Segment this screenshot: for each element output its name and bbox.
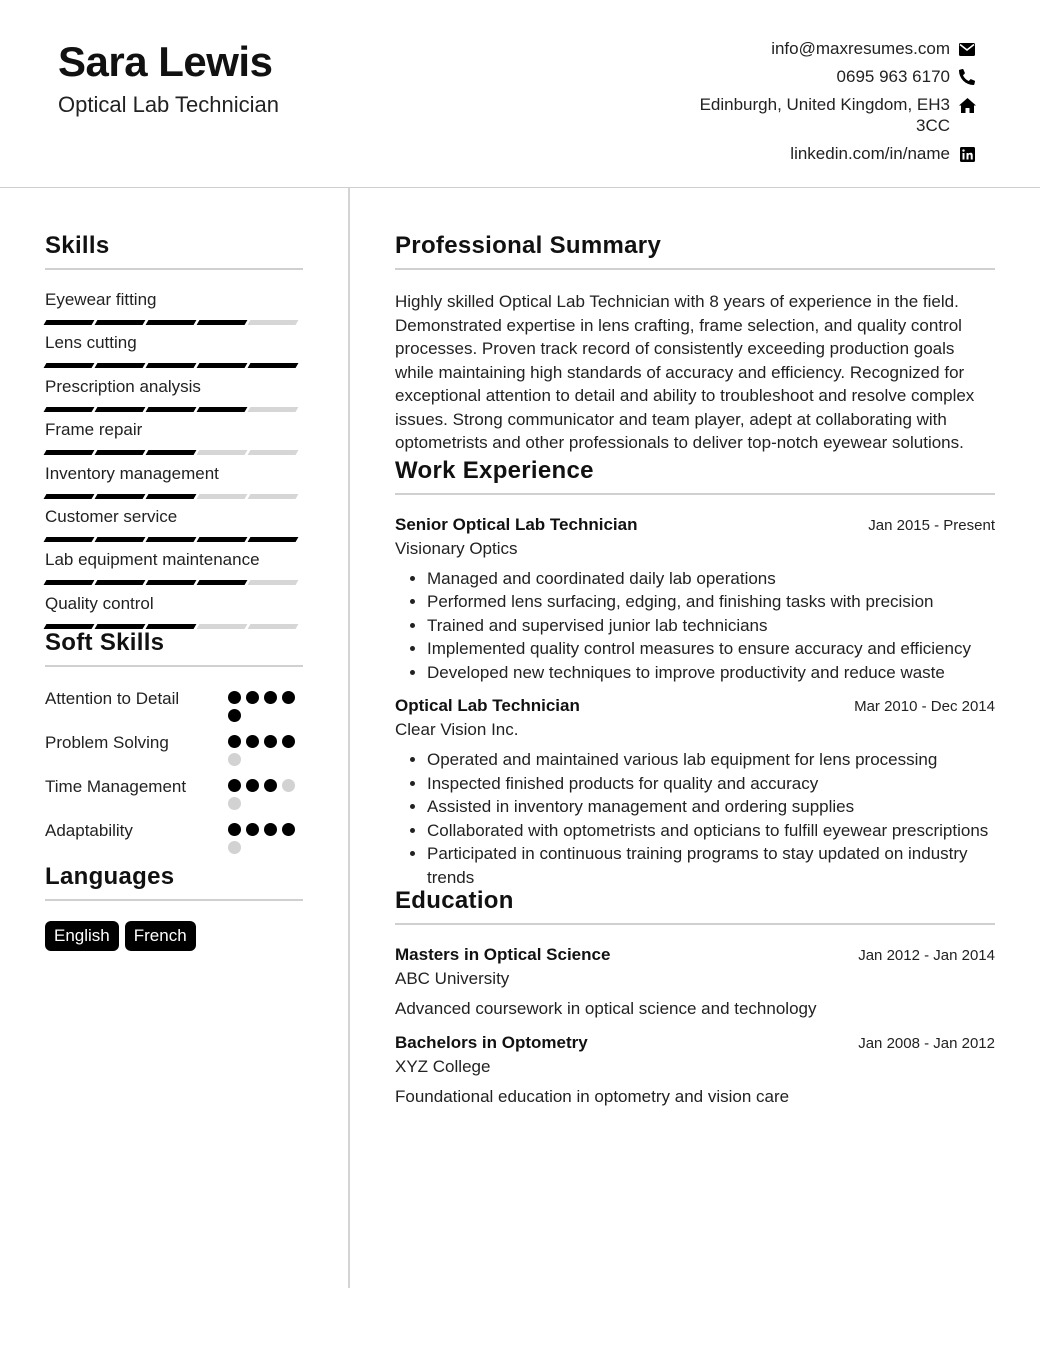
soft-skills-heading: Soft Skills: [45, 629, 303, 667]
rating-dot: [246, 823, 259, 836]
contact-phone[interactable]: [676, 66, 976, 87]
left-column: [45, 232, 303, 951]
soft-skill-item: [45, 775, 303, 810]
contact-address: [676, 94, 976, 136]
degree-title: Bachelors in Optometry: [395, 1033, 588, 1052]
skill-level-bar: [45, 450, 303, 455]
skill-item: [45, 290, 303, 333]
skill-level-segment: [248, 363, 299, 368]
rating-dot: [282, 691, 295, 704]
education-entry: [395, 945, 995, 1019]
summary-heading: Professional Summary: [395, 232, 995, 270]
skill-level-segment: [95, 363, 146, 368]
job-bullet: • Performed lens surfacing, edging, and finishing tasks with precision: [427, 590, 995, 614]
job-title: Senior Optical Lab Technician: [395, 514, 638, 534]
skill-level-segment: [146, 363, 197, 368]
linkedin-icon: [958, 145, 976, 163]
job-bullets: [395, 567, 995, 685]
job-bullet: • Developed new techniques to improve productivity and reduce waste: [427, 661, 995, 685]
job-bullet: • Operated and maintained various lab equipment for lens processing: [427, 748, 995, 772]
job-bullet: • Implemented quality control measures to ensure accuracy and efficiency: [427, 637, 995, 661]
skill-name: Quality control: [45, 593, 154, 613]
skill-name: Customer service: [45, 506, 178, 526]
skill-level-segment: [95, 624, 146, 629]
skill-level-segment: [197, 363, 248, 368]
skill-level-segment: [146, 580, 197, 585]
envelope-icon: [958, 40, 976, 58]
skill-level-segment: [95, 320, 146, 325]
phone-icon: [958, 68, 976, 86]
rating-dot: [228, 841, 241, 854]
soft-skill-rating: [228, 819, 303, 854]
soft-skill-rating: [228, 731, 303, 766]
job-bullet: • Managed and coordinated daily lab operations: [427, 567, 995, 591]
resume-header: [0, 0, 1040, 188]
rating-dot: [228, 691, 241, 704]
job-dates: Mar 2010 - Dec 2014: [854, 698, 995, 715]
school-name: XYZ College: [395, 1057, 491, 1076]
education-heading: Education: [395, 887, 995, 925]
degree-title: Masters in Optical Science: [395, 945, 611, 964]
contact-linkedin[interactable]: [676, 143, 976, 164]
rating-dot: [264, 735, 277, 748]
job-company: Visionary Optics: [395, 538, 518, 558]
job-bullets: [395, 748, 995, 889]
rating-dot: [264, 691, 277, 704]
skill-level-bar: [45, 494, 303, 499]
skill-level-segment: [248, 450, 299, 455]
rating-dot: [228, 753, 241, 766]
soft-skill-item: [45, 731, 303, 766]
rating-dot: [246, 735, 259, 748]
skills-heading: Skills: [45, 232, 303, 270]
rating-dot: [282, 779, 295, 792]
school-name: ABC University: [395, 969, 510, 988]
skill-level-segment: [95, 580, 146, 585]
education-description: Advanced coursework in optical science and technology: [395, 999, 817, 1018]
skill-level-bar: [45, 580, 303, 585]
skill-level-segment: [197, 537, 248, 542]
skill-level-bar: [45, 363, 303, 368]
skill-level-segment: [44, 494, 95, 499]
soft-skill-rating: [228, 687, 303, 722]
skill-level-segment: [44, 407, 95, 412]
rating-dot: [282, 735, 295, 748]
skill-level-segment: [95, 537, 146, 542]
skill-level-segment: [248, 494, 299, 499]
skill-level-bar: [45, 624, 303, 629]
skill-level-segment: [197, 320, 248, 325]
skill-level-segment: [197, 407, 248, 412]
job-bullet: • Assisted in inventory management and ordering supplies: [427, 795, 995, 819]
contact-email[interactable]: [676, 38, 976, 59]
candidate-title: Optical Lab Technician: [58, 92, 279, 117]
skill-name: Lab equipment maintenance: [45, 550, 260, 570]
skill-level-segment: [44, 537, 95, 542]
skill-level-segment: [248, 537, 299, 542]
rating-dot: [246, 691, 259, 704]
candidate-name: Sara Lewis: [58, 38, 273, 85]
skill-level-segment: [197, 624, 248, 629]
skill-level-segment: [248, 320, 299, 325]
soft-skill-name: Adaptability: [45, 821, 133, 841]
rating-dot: [228, 823, 241, 836]
skill-level-segment: [146, 494, 197, 499]
language-tag: English: [45, 921, 119, 951]
job-bullet: • Participated in continuous training programs to stay updated on industry trends: [427, 842, 995, 889]
skill-level-segment: [44, 320, 95, 325]
job-company: Clear Vision Inc.: [395, 720, 519, 739]
soft-skills-list: [45, 687, 303, 854]
rating-dot: [282, 823, 295, 836]
education-entry: [395, 1033, 995, 1107]
rating-dot: [228, 709, 241, 722]
rating-dot: [264, 779, 277, 792]
job-title: Optical Lab Technician: [395, 696, 580, 715]
education-dates: Jan 2008 - Jan 2012: [858, 1035, 995, 1052]
skill-level-segment: [44, 363, 95, 368]
job-entry: [395, 515, 995, 685]
skill-name: Eyewear fitting: [45, 290, 157, 309]
skill-level-segment: [44, 450, 95, 455]
skill-name: Prescription analysis: [45, 376, 201, 396]
skill-level-bar: [45, 407, 303, 412]
skill-level-segment: [197, 580, 248, 585]
skill-level-segment: [248, 580, 299, 585]
soft-skill-name: Time Management: [45, 777, 187, 797]
rating-dot: [264, 823, 277, 836]
skill-level-segment: [44, 624, 95, 629]
skills-list: [45, 290, 303, 637]
skill-level-segment: [146, 537, 197, 542]
rating-dot: [228, 779, 241, 792]
contact-list: [676, 38, 976, 171]
job-entry: [395, 696, 995, 889]
column-divider: [348, 188, 350, 1288]
skill-level-segment: [146, 624, 197, 629]
skill-level-segment: [248, 624, 299, 629]
language-tag: French: [125, 921, 196, 951]
skill-item: [45, 377, 303, 420]
summary-text: Highly skilled Optical Lab Technician with 8 years of experience in the field. Demonstrated expertise in lens crafting, frame selection, and quality control processes. Proven track record of consistently exceeding production goals while maintaining high standards of accuracy and efficiency. Recognized for exceptional attention to detail and ability to troubleshoot and resolve complex issues. Strong communicator and team player, adept at collaborating with optometrists and other professionals to deliver top-notch eyewear solutions.: [395, 292, 975, 452]
skill-level-segment: [95, 494, 146, 499]
right-column: [395, 232, 995, 1121]
skill-name: Lens cutting: [45, 333, 137, 353]
soft-skill-rating: [228, 775, 303, 810]
skill-level-segment: [197, 494, 248, 499]
soft-skill-item: [45, 687, 303, 722]
experience-heading: Work Experience: [395, 457, 995, 495]
education-description: Foundational education in optometry and vision care: [395, 1087, 790, 1106]
job-dates: Jan 2015 - Present: [868, 516, 995, 534]
skill-item: [45, 550, 303, 593]
skill-level-segment: [146, 450, 197, 455]
skill-level-segment: [197, 450, 248, 455]
contact-email-text[interactable]: info@maxresumes.com: [771, 39, 950, 58]
language-tags: [45, 921, 303, 951]
contact-phone-text[interactable]: 0695 963 6170: [836, 67, 950, 86]
skill-item: [45, 420, 303, 463]
home-icon: [958, 96, 976, 114]
rating-dot: [228, 797, 241, 810]
skill-level-segment: [95, 407, 146, 412]
soft-skill-item: [45, 819, 303, 854]
soft-skill-name: Problem Solving: [45, 733, 169, 753]
skill-level-segment: [146, 407, 197, 412]
rating-dot: [228, 735, 241, 748]
job-bullet: • Trained and supervised junior lab technicians: [427, 614, 995, 638]
skill-level-segment: [44, 580, 95, 585]
skill-name: Inventory management: [45, 463, 219, 483]
skill-item: [45, 333, 303, 376]
skill-level-segment: [146, 320, 197, 325]
education-dates: Jan 2012 - Jan 2014: [858, 947, 995, 964]
rating-dot: [246, 779, 259, 792]
job-bullet: • Inspected finished products for quality and accuracy: [427, 772, 995, 796]
skill-level-segment: [95, 450, 146, 455]
contact-address-text: Edinburgh, United Kingdom, EH3 3CC: [699, 95, 950, 135]
soft-skill-name: Attention to Detail: [45, 689, 180, 709]
contact-linkedin-text[interactable]: linkedin.com/in/name: [790, 144, 950, 163]
skill-item: [45, 507, 303, 550]
skill-item: [45, 464, 303, 507]
skill-level-bar: [45, 320, 303, 325]
languages-heading: Languages: [45, 863, 303, 901]
skill-level-bar: [45, 537, 303, 542]
skill-level-segment: [248, 407, 299, 412]
skill-name: Frame repair: [45, 420, 143, 440]
job-bullet: • Collaborated with optometrists and opticians to fulfill eyewear prescriptions: [427, 819, 995, 843]
